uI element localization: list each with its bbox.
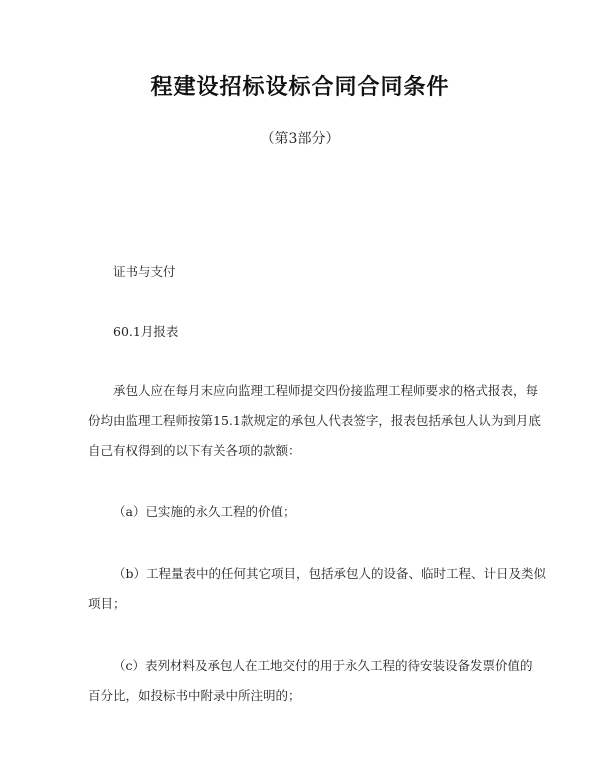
intro-line-3: 自己有权得到的以下有关各项的款额： <box>88 443 301 458</box>
item-b-line-2: 项目； <box>88 596 126 611</box>
section-heading: 证书与支付 <box>113 264 176 279</box>
item-b-line-1: （b）工程量表中的任何其它项目，包括承包人的设备、临时工程、计日及类似 <box>113 566 547 581</box>
intro-line-2: 份均由监理工程师按第15.1款规定的承包人代表签字，报表包括承包人认为到月底 <box>88 413 541 428</box>
item-a: （a）已实施的永久工程的价值； <box>113 504 296 519</box>
document-title: 程建设招标设标合同合同条件 <box>150 74 450 100</box>
item-c-line-1: （c）表列材料及承包人在工地交付的用于永久工程的待安装设备发票价值的 <box>113 658 533 673</box>
item-c-line-2: 百分比，如投标书中附录中所注明的； <box>88 688 301 703</box>
document-subtitle: （第3部分） <box>260 131 340 147</box>
clause-heading: 60.1月报表 <box>113 324 179 339</box>
intro-line-1: 承包人应在每月末应向监理工程师提交四份接监理工程师要求的格式报表，每 <box>113 383 539 398</box>
